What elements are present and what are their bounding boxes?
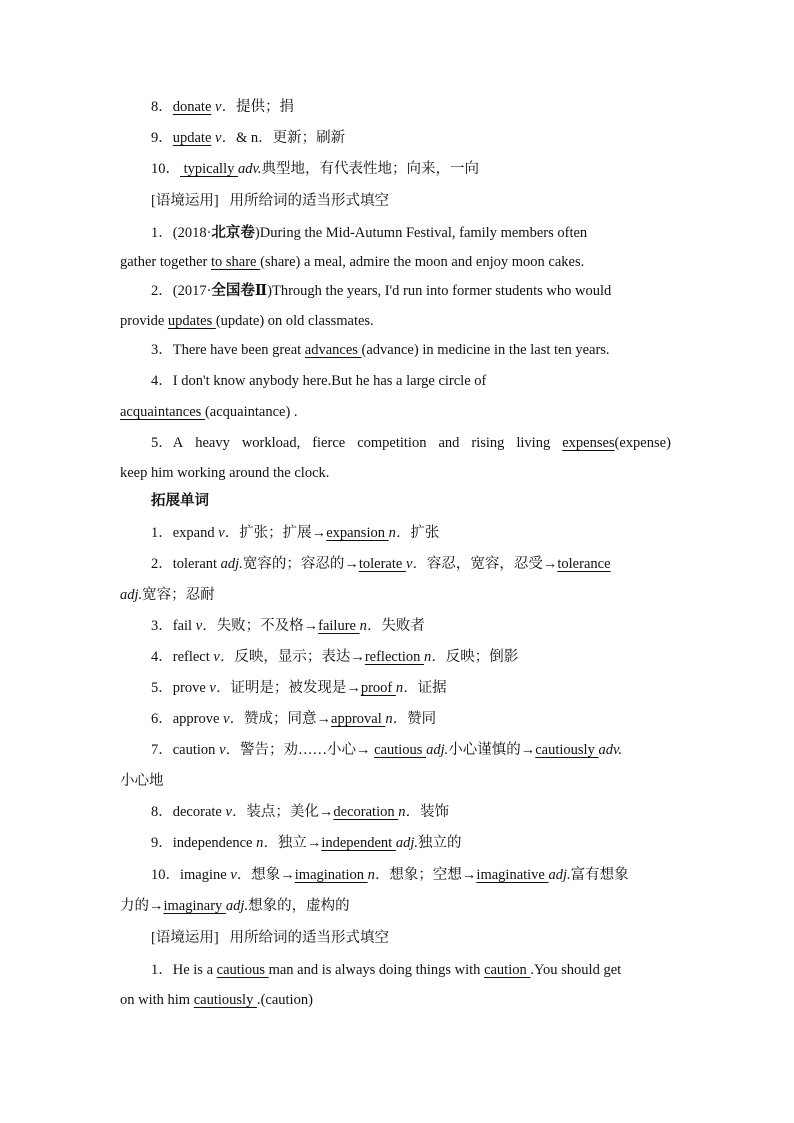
definition: 独立的 bbox=[418, 835, 462, 851]
item-number: 9． bbox=[151, 130, 173, 146]
answer-blank: donate bbox=[172, 99, 212, 115]
answer-blank: failure bbox=[318, 618, 360, 634]
sentence-1-line-a bbox=[151, 223, 631, 243]
sentence-text: )During the Mid-Autumn Festival, family members often bbox=[254, 225, 588, 241]
part-of-speech: n． bbox=[385, 711, 408, 727]
definition: 装点；美化→ bbox=[246, 804, 334, 820]
sentence-word: living bbox=[516, 435, 551, 451]
definition: 想象的，虚构的 bbox=[248, 898, 350, 914]
vocab-line-9 bbox=[151, 128, 345, 148]
sentence-text: man and is always doing things with bbox=[268, 962, 485, 978]
headword: 7．caution bbox=[151, 742, 220, 758]
section-heading-extended-words bbox=[151, 491, 209, 511]
definition: 想象→ bbox=[251, 867, 295, 883]
sentence-text: (update) on old classmates. bbox=[215, 313, 374, 329]
answer-blank: imaginary bbox=[163, 898, 226, 914]
part-of-speech: v． bbox=[211, 99, 236, 115]
part-of-speech: adj. bbox=[225, 898, 249, 914]
ext-word-7-line-b bbox=[120, 771, 164, 791]
definition: 典型地，有代表性地；向来，一向 bbox=[261, 161, 479, 177]
sentence-word: fierce bbox=[312, 435, 346, 451]
sentence-word: heavy bbox=[195, 435, 230, 451]
section-tag: [语境运用] bbox=[151, 930, 219, 946]
part-of-speech: v． bbox=[230, 867, 252, 883]
sentence-text: (advance) in medicine in the last ten years. bbox=[361, 342, 610, 358]
part-of-speech: n． bbox=[256, 835, 278, 851]
sentence-text: on with him bbox=[120, 992, 194, 1008]
part-of-speech: n． bbox=[359, 618, 382, 634]
sentence-5-line-a bbox=[151, 433, 671, 453]
headword: 10．imagine bbox=[151, 867, 231, 883]
answer-blank: expenses bbox=[562, 435, 615, 451]
sentence-5-line-b bbox=[120, 463, 329, 483]
answer-blank: imagination bbox=[294, 867, 368, 883]
answer-blank: updates bbox=[167, 313, 216, 329]
sentence-text: 1．He is a bbox=[151, 962, 217, 978]
ext-word-10-line-b bbox=[120, 896, 350, 916]
definition: 赞成；同意→ bbox=[244, 711, 332, 727]
ext-word-2-line-b bbox=[120, 585, 215, 605]
answer-blank: update bbox=[172, 130, 212, 146]
ext-word-1 bbox=[151, 523, 439, 543]
section-title: 拓展单词 bbox=[151, 493, 209, 509]
item-number: 8． bbox=[151, 99, 173, 115]
part-of-speech: n． bbox=[388, 525, 411, 541]
sentence-text: provide bbox=[120, 313, 168, 329]
sentence-text: (share) a meal, admire the moon and enjoy moon cakes. bbox=[260, 254, 585, 270]
sentence-1-line-b bbox=[120, 252, 584, 272]
headword: 6．approve bbox=[151, 711, 224, 727]
ext-word-5 bbox=[151, 678, 447, 698]
ext-word-8 bbox=[151, 802, 449, 822]
sentence-text: .You should get bbox=[530, 962, 622, 978]
definition: 证据 bbox=[417, 680, 447, 696]
ext-word-7-line-a bbox=[151, 740, 622, 760]
answer-blank: to share bbox=[211, 254, 261, 270]
part-of-speech: v． bbox=[405, 556, 427, 572]
part-of-speech: adj. bbox=[395, 835, 418, 851]
ext-word-3 bbox=[151, 616, 425, 636]
sentence-text: )Through the years, I'd run into former students who would bbox=[267, 283, 612, 299]
headword: 2．tolerant bbox=[151, 556, 221, 572]
section-tag: [语境运用] bbox=[151, 193, 219, 209]
sentence-text: 4．I don't know anybody here.But he has a large circle of bbox=[151, 373, 487, 389]
part-of-speech: adv. bbox=[598, 742, 622, 758]
definition: 反映，显示；表达→ bbox=[234, 649, 365, 665]
sentence-word: 5．A bbox=[151, 435, 184, 451]
definition: 独立→ bbox=[277, 835, 322, 851]
definition: & n．更新；刷新 bbox=[235, 130, 346, 146]
part-of-speech: adj. bbox=[548, 867, 571, 883]
definition: 失败者 bbox=[381, 618, 425, 634]
section-heading-context-1 bbox=[151, 191, 389, 211]
final-sentence-line-b bbox=[120, 990, 313, 1010]
answer-blank: decoration bbox=[333, 804, 399, 820]
vocab-line-8 bbox=[151, 97, 294, 117]
definition: 力的→ bbox=[120, 898, 164, 914]
definition: 警告；劝……小心→ bbox=[240, 742, 375, 758]
part-of-speech: adj. bbox=[426, 742, 449, 758]
sentence-4-line-b bbox=[120, 402, 298, 422]
ext-word-4 bbox=[151, 647, 518, 667]
part-of-speech: adv. bbox=[238, 161, 262, 177]
answer-blank: cautiously bbox=[193, 992, 257, 1008]
sentence-4-line-a bbox=[151, 371, 486, 391]
source-tag: 全国卷Ⅱ bbox=[211, 283, 268, 299]
sentence-2-line-a bbox=[151, 281, 611, 301]
headword: 3．fail bbox=[151, 618, 196, 634]
part-of-speech: adj. bbox=[220, 556, 243, 572]
sentence-text: gather together bbox=[120, 254, 211, 270]
part-of-speech: n． bbox=[424, 649, 446, 665]
answer-blank: reflection bbox=[364, 649, 425, 665]
part-of-speech: n． bbox=[367, 867, 390, 883]
answer-blank: cautious bbox=[374, 742, 427, 758]
definition: 小心地 bbox=[120, 773, 164, 789]
answer-blank: tolerate bbox=[358, 556, 406, 572]
headword: 9．independence bbox=[151, 835, 257, 851]
headword: 5．prove bbox=[151, 680, 210, 696]
part-of-speech: v． bbox=[213, 649, 235, 665]
part-of-speech: v． bbox=[211, 130, 236, 146]
answer-blank: cautiously bbox=[535, 742, 599, 758]
part-of-speech: v． bbox=[195, 618, 217, 634]
ext-word-6 bbox=[151, 709, 436, 729]
sentence-2-line-b bbox=[120, 311, 374, 331]
sentence-word: rising bbox=[471, 435, 505, 451]
ext-word-2-line-a bbox=[151, 554, 611, 574]
headword: 1．expand bbox=[151, 525, 219, 541]
ext-word-10-line-a bbox=[151, 865, 629, 885]
answer-blank: independent bbox=[321, 835, 396, 851]
sentence-text: 2．(2017· bbox=[151, 283, 212, 299]
answer-blank: proof bbox=[360, 680, 396, 696]
ext-word-9 bbox=[151, 833, 462, 853]
part-of-speech: adj. bbox=[120, 587, 143, 603]
sentence-word: workload, bbox=[241, 435, 301, 451]
definition: 装饰 bbox=[420, 804, 449, 820]
definition: 小心谨慎的→ bbox=[448, 742, 536, 758]
part-of-speech: v． bbox=[218, 525, 240, 541]
definition: 扩张；扩展→ bbox=[239, 525, 327, 541]
definition: 证明是；被发现是→ bbox=[230, 680, 361, 696]
sentence-word: competition bbox=[357, 435, 427, 451]
source-tag: 北京卷 bbox=[211, 225, 255, 241]
definition: 宽容的；容忍的→ bbox=[242, 556, 359, 572]
sentence-text: keep him working around the clock. bbox=[120, 465, 330, 481]
headword: 8．decorate bbox=[151, 804, 226, 820]
part-of-speech: v． bbox=[219, 742, 240, 758]
answer-blank: acquaintances bbox=[120, 404, 205, 420]
part-of-speech: v． bbox=[223, 711, 245, 727]
definition: 失败；不及格→ bbox=[216, 618, 319, 634]
headword: 4．reflect bbox=[151, 649, 214, 665]
vocab-line-10 bbox=[151, 159, 479, 179]
answer-blank: expansion bbox=[326, 525, 389, 541]
section-heading-context-2 bbox=[151, 928, 389, 948]
definition: 想象；空想→ bbox=[389, 867, 477, 883]
definition: 提供；捐 bbox=[235, 99, 294, 115]
part-of-speech: v． bbox=[225, 804, 247, 820]
section-instruction: 用所给词的适当形式填空 bbox=[229, 930, 390, 946]
sentence-word: (expense) bbox=[614, 435, 671, 451]
answer-blank: caution bbox=[484, 962, 531, 978]
sentence-text: (acquaintance) . bbox=[204, 404, 298, 420]
part-of-speech: n． bbox=[395, 680, 418, 696]
definition: 扩张 bbox=[410, 525, 440, 541]
answer-blank: advances bbox=[304, 342, 362, 358]
sentence-3 bbox=[151, 340, 610, 360]
definition: 容忍，宽容，忍受→ bbox=[426, 556, 558, 572]
answer-blank: approval bbox=[331, 711, 386, 727]
section-instruction: 用所给词的适当形式填空 bbox=[229, 193, 390, 209]
final-sentence-line-a bbox=[151, 960, 621, 980]
sentence-text: 1．(2018· bbox=[151, 225, 212, 241]
part-of-speech: v． bbox=[209, 680, 231, 696]
definition: 赞同 bbox=[407, 711, 437, 727]
definition: 宽容；忍耐 bbox=[142, 587, 215, 603]
sentence-text: 3．There have been great bbox=[151, 342, 305, 358]
part-of-speech: n． bbox=[398, 804, 420, 820]
answer-blank: imaginative bbox=[476, 867, 549, 883]
answer-blank: cautious bbox=[216, 962, 269, 978]
sentence-word: and bbox=[438, 435, 460, 451]
definition: 反映；倒影 bbox=[445, 649, 519, 665]
answer-blank: tolerance bbox=[557, 556, 611, 572]
sentence-text: .(caution) bbox=[256, 992, 313, 1008]
item-number: 10． bbox=[151, 161, 180, 177]
answer-blank: typically bbox=[180, 161, 238, 177]
definition: 富有想象 bbox=[570, 867, 629, 883]
